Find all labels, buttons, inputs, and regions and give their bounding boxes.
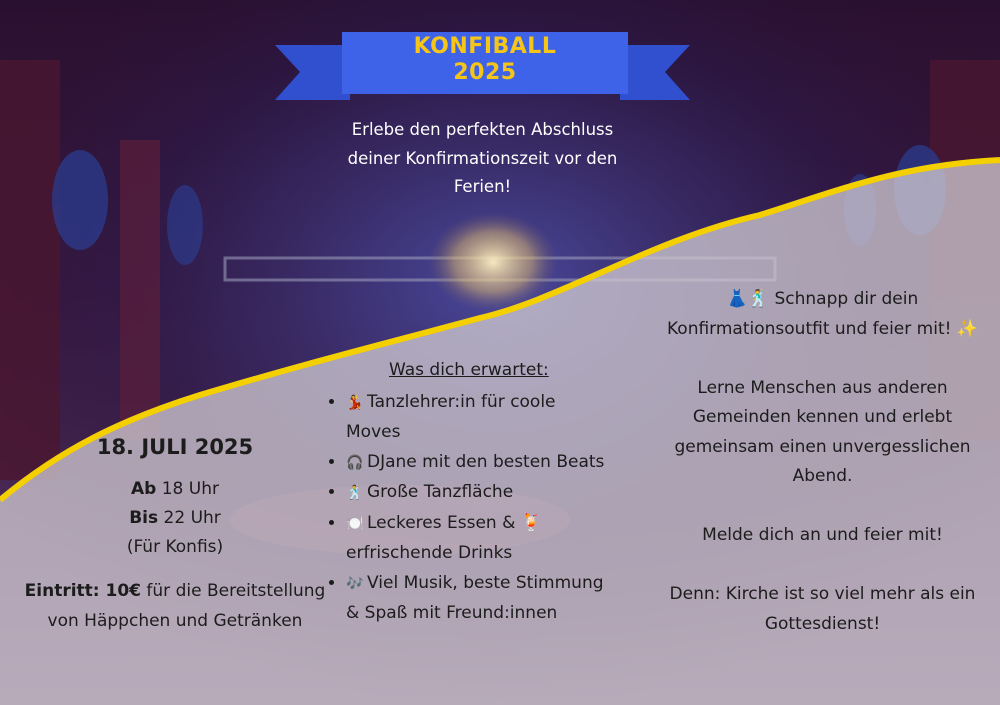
end-label: Bis	[129, 508, 159, 528]
event-title-line2: 2025	[453, 60, 517, 85]
event-date: 18. JULI 2025	[96, 435, 254, 459]
expectations-title: Was dich erwartet:	[389, 360, 549, 380]
headphones-icon: 🎧	[346, 454, 364, 471]
dancing-man-icon: 🕺	[346, 485, 364, 501]
outfit-message: Schnapp dir dein Konfirmationsoutfit und feier mit! ✨	[667, 289, 978, 339]
meet-text: Lerne Menschen aus anderen Gemeinden kennen und erlebt gemeinsam einen unvergesslichen Abend.	[674, 377, 971, 486]
list-item-text: Viel Musik, beste Stimmung & Spaß mit Freund:innen	[346, 572, 604, 623]
list-item-text: Große Tanzfläche	[367, 482, 514, 502]
start-value: 18 Uhr	[161, 479, 219, 499]
left-column	[120, 140, 160, 440]
outfit-text	[660, 285, 985, 344]
plate-icon: 🍽️	[346, 515, 364, 532]
list-item	[346, 569, 605, 629]
closing-text: Denn: Kirche ist so viel mehr als ein Gottesdienst!	[669, 584, 976, 634]
left-wall	[0, 60, 60, 480]
dancer-icon: 💃	[346, 394, 364, 411]
list-item	[346, 388, 605, 448]
right-column	[660, 285, 985, 639]
entry-label: Eintritt: 10€	[24, 581, 142, 601]
music-notes-icon: 🎶	[346, 575, 364, 592]
entry-fee	[20, 576, 330, 636]
entry-text: für die Bereitstellung von Häppchen und Getränken	[47, 581, 326, 631]
start-label: Ab	[131, 479, 157, 499]
left-window-2	[167, 185, 203, 265]
list-item	[346, 478, 605, 509]
left-window	[52, 150, 108, 250]
start-time	[20, 475, 330, 504]
signup-text: Melde dich an und feier mit!	[702, 525, 943, 545]
list-item-text: Tanzlehrer:in für coole Moves	[346, 391, 556, 442]
expectations	[325, 356, 605, 629]
expectations-list	[325, 388, 605, 629]
audience: (Für Konfis)	[126, 537, 224, 557]
list-item-text: DJane mit den besten Beats	[367, 451, 605, 472]
list-item	[346, 448, 605, 479]
end-time	[20, 504, 330, 533]
dress-dancer-icon: 👗🕺	[726, 289, 770, 309]
event-title-line1: KONFIBALL	[413, 34, 557, 59]
end-value: 22 Uhr	[163, 508, 221, 528]
list-item-text: Leckeres Essen & 🍹 erfrischende Drinks	[346, 512, 542, 563]
intro-text: Erlebe den perfekten Abschluss deiner Konfirmationszeit vor den Ferien!	[347, 120, 618, 196]
event-title	[340, 34, 630, 86]
list-item	[346, 509, 605, 569]
event-details	[20, 435, 330, 636]
